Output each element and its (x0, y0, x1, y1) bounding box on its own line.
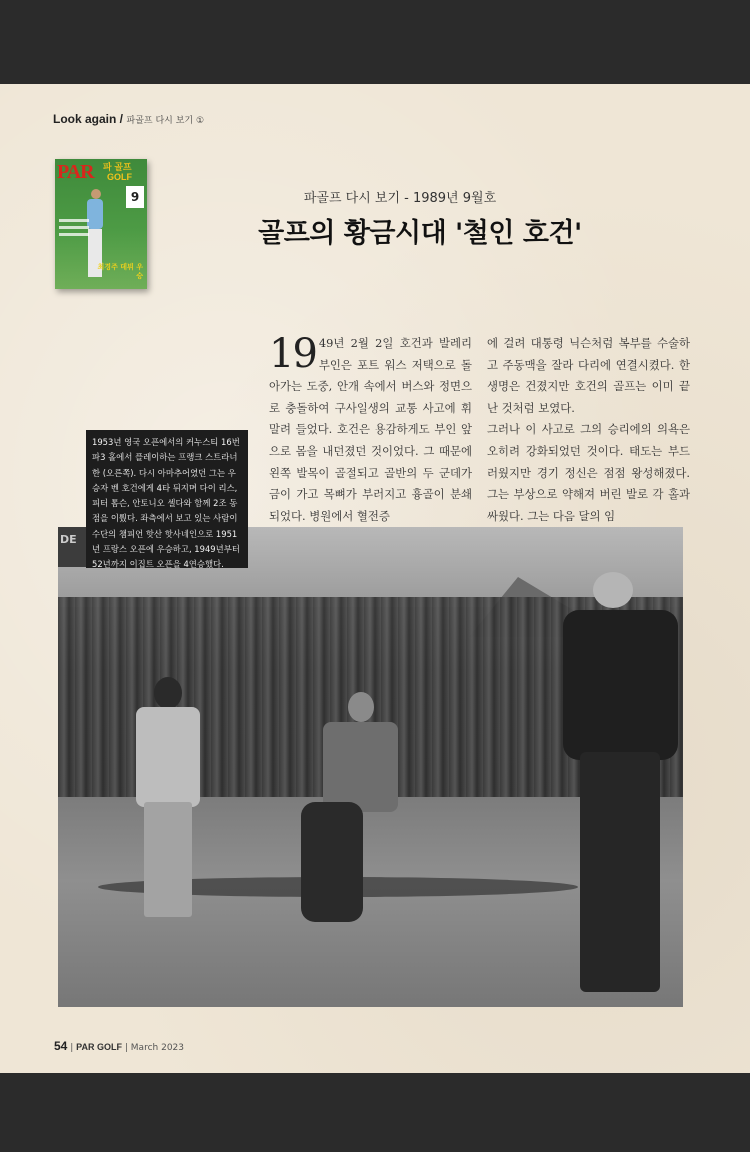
photo-figure-caddie (313, 692, 408, 922)
magazine-cover-thumbnail (55, 159, 147, 289)
article-title: 골프의 황금시대 '철인 호건' (258, 218, 582, 249)
column-2-paragraph-2: 그러나 이 사고로 그의 승리에의 의욕은 오히려 강화되었던 것이다. 태도는 부드러웠지만 경기 정신은 점점 왕성해졌다. 그는 부상으로 약해져 버린 발로 각 홀과 싸웠다. 그는 다음 달의 임 (487, 422, 690, 523)
cover-issue-number: 9 (126, 186, 144, 208)
historic-photo (58, 527, 683, 1007)
footer-separator-1: | (70, 1043, 74, 1053)
photo-figure-left (128, 677, 208, 917)
column-1-text: 49년 2월 2일 호건과 발레리 부인은 포트 워스 저택으로 돌아가는 도중, 안개 속에서 버스와 정면으로 충돌하여 구사일생의 교통 사고에 휘말려 들었다. 호건은 용감하게도 부인 앞으로 몸을 내던졌던 것이었다. 그 때문에 왼쪽 발목이 골절되고 골반의 두 군데가 금이 가고 목뼈가 부러지고 흉골이 분쇄되었다. 병원에서 혈전증 (269, 336, 472, 523)
cover-text-lines (59, 219, 89, 240)
article-column-1 (269, 333, 472, 527)
page-number: 54 (54, 1039, 68, 1053)
photo-figure-golfer (558, 572, 683, 1002)
column-2-paragraph-1: 에 걸려 대통령 닉슨처럼 복부를 수술하고 주동맥을 잘라 다리에 연결시켰다. 한 생명은 건졌지만 호건의 골프는 이미 끝난 것처럼 보였다. (487, 336, 690, 415)
photo-caption: 1953년 영국 오픈에서의 커누스티 16번 파3 홀에서 플레이하는 프랭크 스트라너한 (오른쪽). 다시 아마추어였던 그는 우승자 벤 호건에게 4타 뒤지며 다이 리스, 피터 톰슨, 안토니오 셀다와 함께 2조 동점을 이뤘다. 좌측에서 보고 있는 사람이 수단의 챔피언 핫산 핫사네인으로 1951년 프랑스 오픈에 우승하고, 1949년부터 52년까지 이집트 오픈을 4연승했다. (86, 430, 248, 568)
cover-logo-korean: 파 골프 (103, 162, 132, 172)
cover-headline: 최경주 데뷔 우승 (97, 263, 143, 280)
article-column-2 (487, 333, 690, 527)
viewer-top-bar (0, 0, 750, 84)
photo-sign: DE (58, 527, 88, 567)
page-footer (54, 1039, 184, 1053)
viewer-bottom-bar (0, 1073, 750, 1152)
cover-logo-english: GOLF (107, 172, 132, 182)
drop-cap: 19 (269, 331, 316, 377)
magazine-page (0, 84, 750, 1073)
section-label (53, 112, 204, 126)
footer-separator-2: | (124, 1043, 128, 1053)
article-kicker: 파골프 다시 보기 - 1989년 9월호 (303, 191, 497, 206)
section-label-sub: 파골프 다시 보기 ① (126, 116, 205, 126)
section-label-main: Look again / (53, 112, 124, 126)
cover-logo: PAR (57, 161, 94, 183)
footer-brand: PAR GOLF (76, 1042, 122, 1052)
footer-date: March 2023 (130, 1043, 184, 1053)
